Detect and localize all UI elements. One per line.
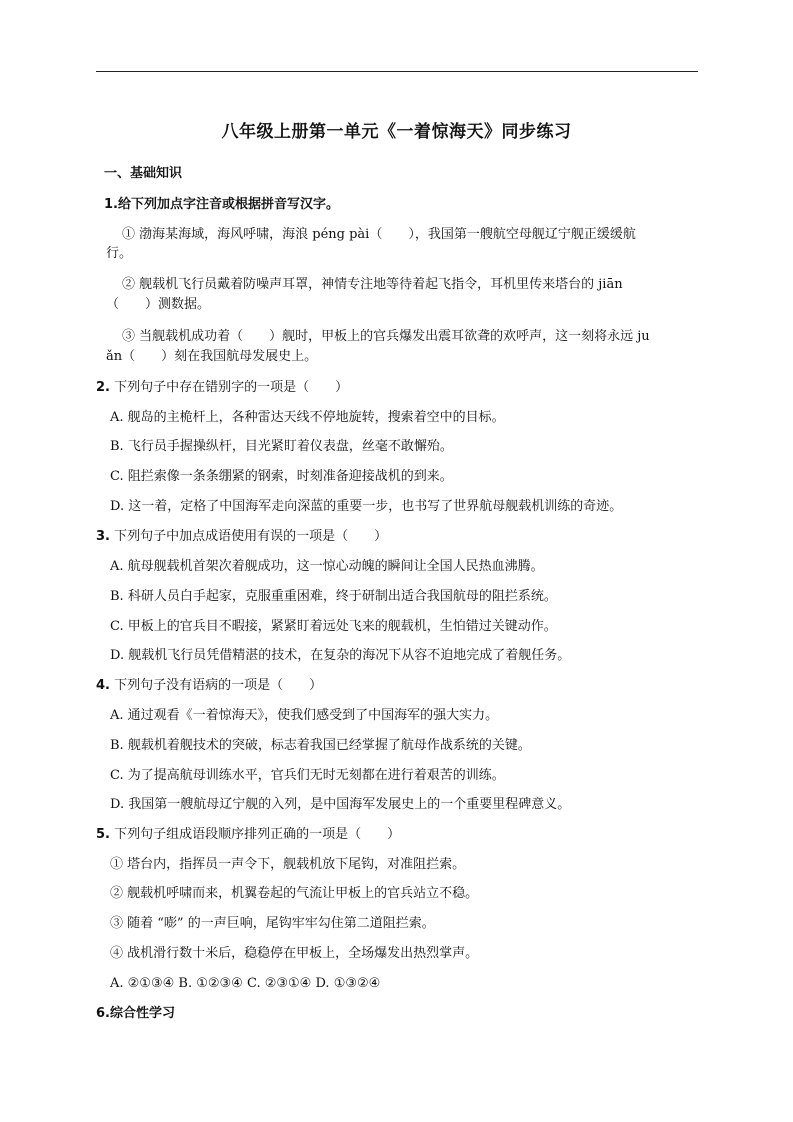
q3-stem: 3. 下列句子中加点成语使用有误的一项是（ ） [96,529,388,544]
q5-sentence-3: ③ 随着 “嘭” 的一声巨响，尾钩牢牢勾住第二道阻拦索。 [110,916,435,931]
q6-heading: 6.综合性学习 [96,1006,175,1021]
q4-stem: 4. 下列句子没有语病的一项是（ ） [96,678,323,693]
header-rule [96,71,698,72]
q1-item2-line2: （ ）测数据。 [106,297,211,312]
q1-item2-line1: ② 舰载机飞行员戴着防噪声耳罩，神情专注地等待着起飞指令，耳机里传来塔台的 jiān [122,277,623,292]
q4-option-b: B. 舰载机着舰技术的突破，标志着我国已经掌握了航母作战系统的关键。 [110,738,531,753]
q3-option-b: B. 科研人员白手起家，克服重重困难，终于研制出适合我国航母的阻拦系统。 [110,589,557,604]
q2-option-d: D. 这一着，定格了中国海军走向深蓝的重要一步，也书写了世界航母舰载机训练的奇迹。 [110,499,623,514]
q1-item3-line2: ǎn（ ）刻在我国航母发展史上。 [106,349,318,364]
q5-options: A. ②①③④ B. ①②③④ C. ②③①④ D. ①③②④ [110,976,381,991]
q5-sentence-2: ② 舰载机呼啸而来，机翼卷起的气流让甲板上的官兵站立不稳。 [110,886,479,901]
q4-option-a: A. 通过观看《一着惊海天》，使我们感受到了中国海军的强大实力。 [110,708,499,723]
q1-stem: 1.给下列加点字注音或根据拼音写汉字。 [104,197,339,212]
q3-option-a: A. 航母舰载机首架次着舰成功，这一惊心动魄的瞬间让全国人民热血沸腾。 [110,559,544,574]
q4-option-c: C. 为了提高航母训练水平，官兵们无时无刻都在进行着艰苦的训练。 [110,768,505,783]
q2-option-b: B. 飞行员手握操纵杆，目光紧盯着仪表盘，丝毫不敢懈殆。 [110,439,453,454]
q2-option-a: A. 舰岛的主桅杆上，各种雷达天线不停地旋转，搜索着空中的目标。 [110,410,505,425]
q2-option-c: C. 阻拦索像一条条绷紧的钢索，时刻准备迎接战机的到来。 [110,469,453,484]
q5-stem: 5. 下列句子组成语段顺序排列正确的一项是（ ） [96,827,401,842]
q1-item1-line2: 行。 [106,246,133,261]
section-heading: 一、基础知识 [104,166,183,181]
q4-option-d: D. 我国第一艘航母辽宁舰的入列，是中国海军发展史上的一个重要里程碑意义。 [110,797,571,812]
q3-option-d: D. 舰载机飞行员凭借精湛的技术，在复杂的海况下从容不迫地完成了着舰任务。 [110,648,571,663]
q1-item1-line1: ① 渤海某海域，海风呼啸，海浪 péng pài（ ），我国第一艘航空母舰辽宁舰正缓缓航 [122,227,636,242]
q5-sentence-1: ① 塔台内，指挥员一声令下，舰载机放下尾钩，对准阻拦索。 [110,857,466,872]
q5-sentence-4: ④ 战机滑行数十米后，稳稳停在甲板上，全场爆发出热烈掌声。 [110,946,479,961]
q2-stem: 2. 下列句子中存在错别字的一项是（ ） [96,380,349,395]
page-title: 八年级上册第一单元《一着惊海天》同步练习 [221,122,572,142]
q3-option-c: C. 甲板上的官兵目不暇接，紧紧盯着远处飞来的舰载机，生怕错过关键动作。 [110,619,557,634]
q1-item3-line1: ③ 当舰载机成功着（ ）舰时，甲板上的官兵爆发出震耳欲聋的欢呼声，这一刻将永远 ju [122,329,650,344]
